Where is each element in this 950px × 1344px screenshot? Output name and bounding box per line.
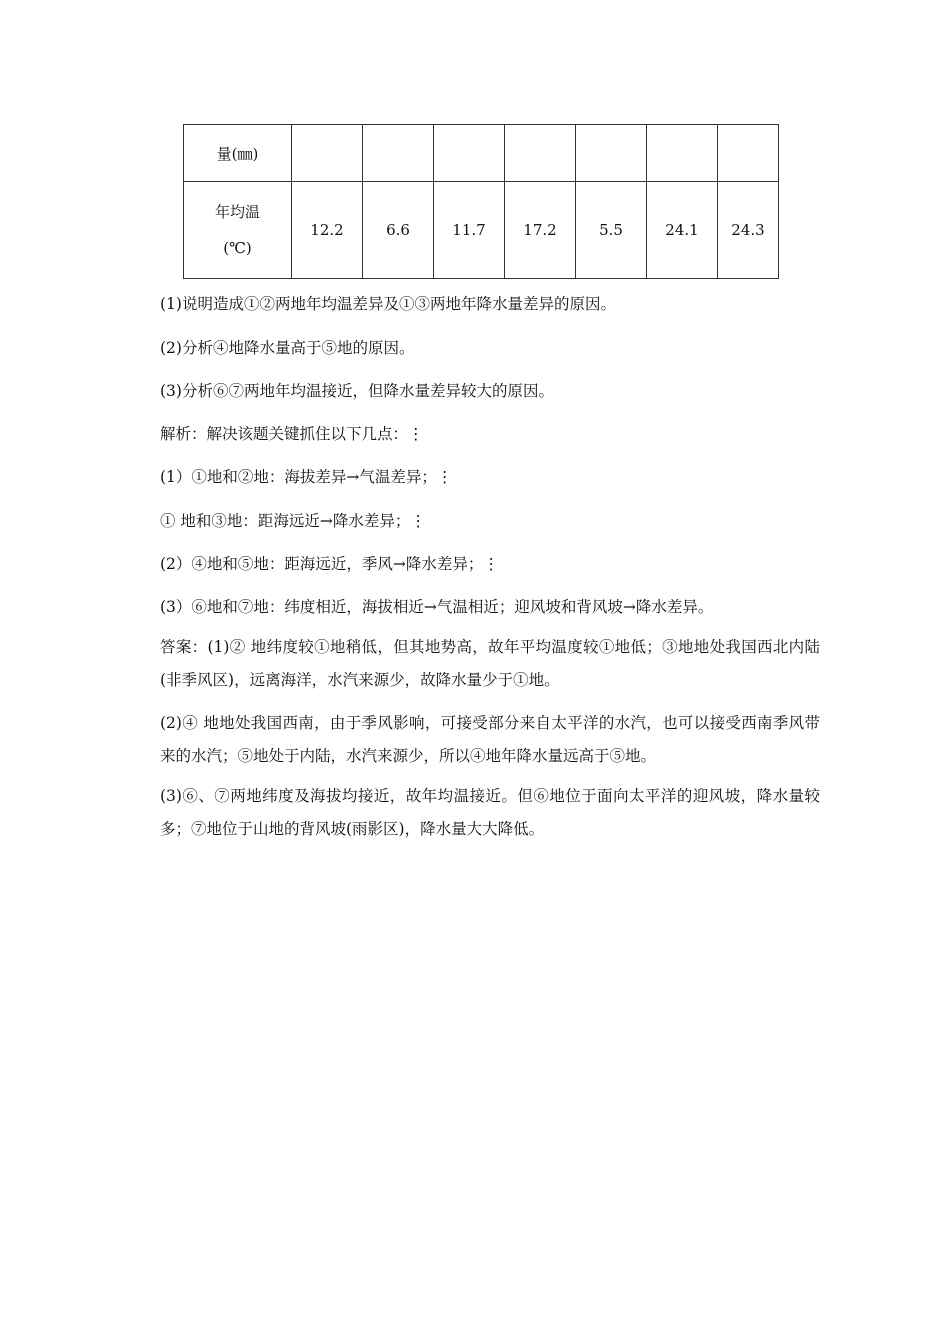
- table-row-header-temperature: [184, 182, 292, 279]
- table-cell: 24.3: [718, 182, 779, 279]
- answer-paragraph-3: (3)⑥、⑦两地纬度及海拔均接近，故年均温接近。但⑥地位于面向太平洋的迎风坡，降水量较多；⑦地位于山地的背风坡(雨影区)，降水量大大降低。: [160, 787, 820, 838]
- temperature-header-line2: (℃): [223, 239, 252, 257]
- analysis-point-4: (3）⑥地和⑦地：纬度相近，海拔相近→气温相近；迎风坡和背风坡→降水差异。: [160, 598, 714, 616]
- question-2: (2)分析④地降水量高于⑤地的原因。: [160, 339, 415, 357]
- table-cell: [434, 125, 505, 182]
- table-cell: [363, 125, 434, 182]
- analysis-point-1: (1）①地和②地：海拔差异→气温差异；⋮: [160, 468, 453, 486]
- analysis-point-2: ① 地和③地：距海远近→降水差异；⋮: [160, 512, 426, 530]
- table-row-precipitation: [184, 125, 779, 182]
- answer-paragraph-2: (2)④ 地地处我国西南，由于季风影响，可接受部分来自太平洋的水汽，也可以接受西南季风带来的水汽；⑤地处于内陆，水汽来源少，所以④地年降水量远高于⑤地。: [160, 714, 820, 765]
- table-cell: [718, 125, 779, 182]
- question-1: (1)说明造成①②两地年均温差异及①③两地年降水量差异的原因。: [160, 295, 616, 313]
- table-cell: [505, 125, 576, 182]
- table-cell: 12.2: [292, 182, 363, 279]
- analysis-point-3: (2）④地和⑤地：距海远近，季风→降水差异；⋮: [160, 555, 499, 573]
- table-cell: [576, 125, 647, 182]
- question-3: (3)分析⑥⑦两地年均温接近，但降水量差异较大的原因。: [160, 382, 554, 400]
- table-cell: 11.7: [434, 182, 505, 279]
- temperature-header-line1: 年均温: [214, 203, 260, 221]
- table-cell: 17.2: [505, 182, 576, 279]
- table-cell: 24.1: [647, 182, 718, 279]
- table-cell: 5.5: [576, 182, 647, 279]
- table-row-temperature: [184, 182, 779, 279]
- table-cell: [292, 125, 363, 182]
- table-row-header-precipitation: 量(㎜): [184, 125, 292, 182]
- table-cell: [647, 125, 718, 182]
- analysis-intro: 解析：解决该题关键抓住以下几点：⋮: [160, 425, 424, 443]
- climate-data-table: [183, 124, 779, 279]
- answer-paragraph-1: 答案：(1)② 地纬度较①地稍低，但其地势高，故年平均温度较①地低；③地地处我国西北内陆(非季风区)，远离海洋，水汽来源少，故降水量少于①地。: [160, 638, 820, 689]
- table-cell: 6.6: [363, 182, 434, 279]
